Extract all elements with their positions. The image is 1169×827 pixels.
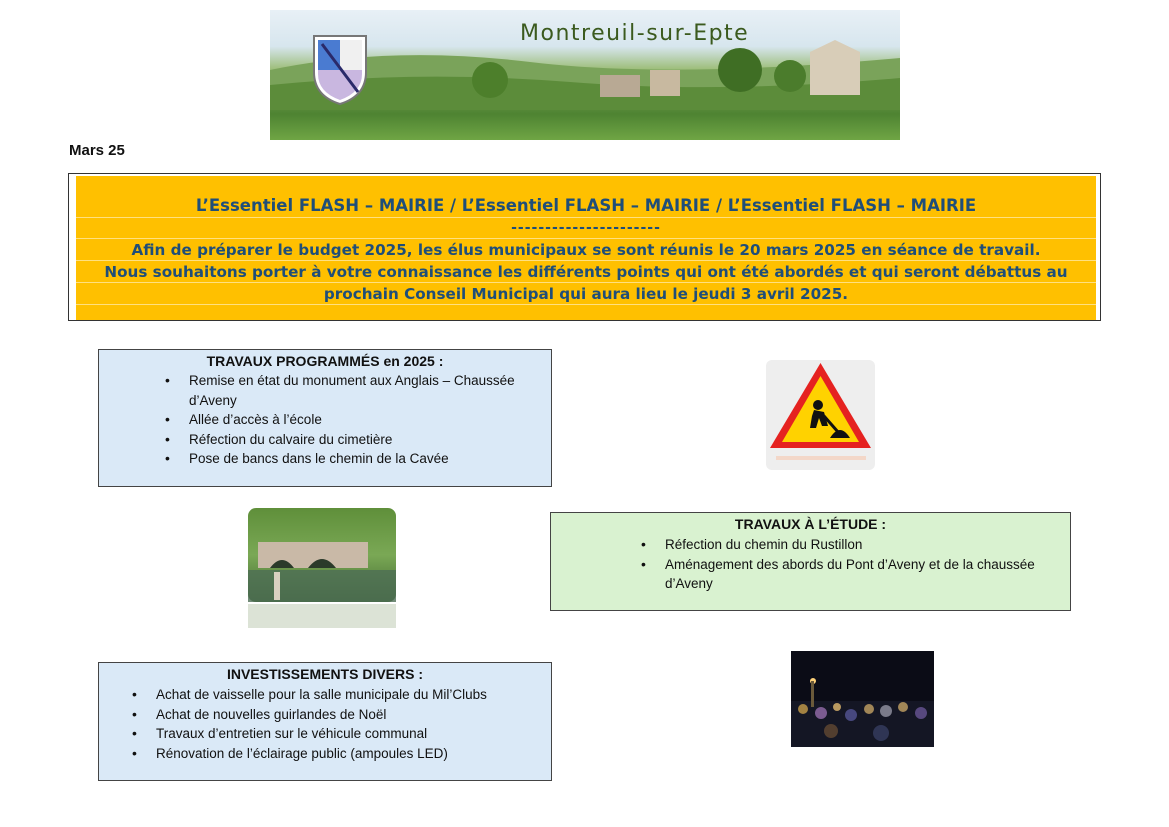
flash-announcement-box: [68, 173, 1101, 321]
village-banner: [270, 10, 900, 140]
roadworks-sign-icon: [766, 360, 875, 470]
list-item: • Allée d’accès à l’école: [189, 410, 549, 430]
list-item: • Réfection du chemin du Rustillon: [665, 535, 1045, 555]
list-item: • Pose de bancs dans le chemin de la Cavée: [189, 449, 549, 469]
flash-text-line-3: prochain Conseil Municipal qui aura lieu le jeudi 3 avril 2025.: [323, 285, 849, 303]
investments-list: [156, 685, 546, 763]
list-item: • Réfection du calvaire du cimetière: [189, 430, 549, 450]
flash-announcement-content: [76, 176, 1096, 320]
flash-text-line-1: Afin de préparer le budget 2025, les élus municipaux se sont réunis le 20 mars 2025 en séance de travail.: [131, 241, 1041, 259]
list-item: • Aménagement des abords du Pont d’Aveny et de la chaussée d’Aveny: [665, 555, 1045, 594]
works-under-study-title: TRAVAUX À L’ÉTUDE :: [734, 516, 887, 532]
night-lights-photo: [791, 651, 934, 747]
programmed-works-title: TRAVAUX PROGRAMMÉS en 2025 :: [206, 353, 444, 369]
town-crest-icon: [310, 32, 370, 106]
flash-text-line-2: Nous souhaitons porter à votre connaissance les différents points qui ont été abordés et qui seront débattus au: [104, 263, 1068, 281]
works-under-study-list: [665, 535, 1045, 594]
bridge-photo: [248, 508, 396, 628]
works-under-study-box: [550, 512, 1071, 611]
list-item: • Travaux d’entretien sur le véhicule communal: [156, 724, 546, 744]
flash-header-line: L’Essentiel FLASH – MAIRIE / L’Essentiel FLASH – MAIRIE / L’Essentiel FLASH – MAIRIE: [195, 196, 977, 215]
banner-title: Montreuil-sur-Epte: [520, 21, 750, 46]
issue-date: Mars 25: [69, 142, 125, 159]
list-item: • Achat de nouvelles guirlandes de Noël: [156, 705, 546, 725]
investments-box: [98, 662, 552, 781]
investments-title: INVESTISSEMENTS DIVERS :: [226, 666, 424, 682]
list-item: • Achat de vaisselle pour la salle municipale du Mil’Clubs: [156, 685, 546, 705]
programmed-works-box: [98, 349, 552, 487]
programmed-works-list: [189, 371, 549, 469]
list-item: • Remise en état du monument aux Anglais – Chaussée d’Aveny: [189, 371, 549, 410]
list-item: • Rénovation de l’éclairage public (ampoules LED): [156, 744, 546, 764]
flash-separator: ----------------------: [511, 220, 661, 236]
